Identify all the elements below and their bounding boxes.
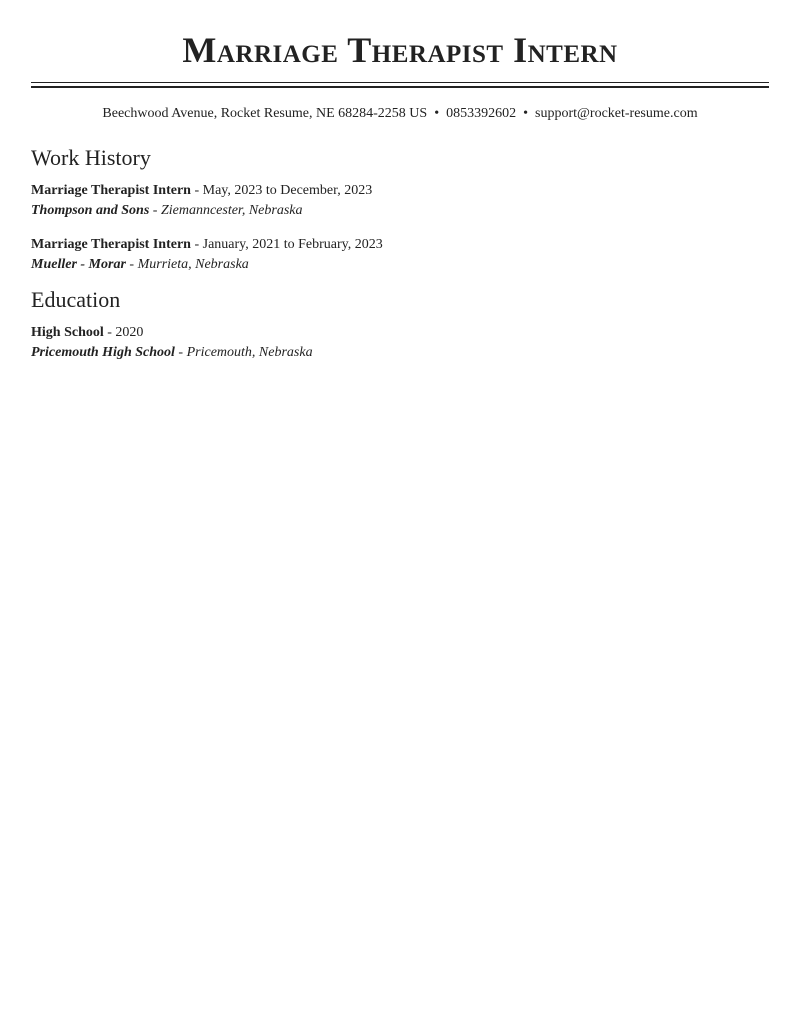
education-location: Pricemouth, Nebraska [186, 345, 313, 360]
contact-separator: • [523, 106, 529, 121]
contact-email: support@rocket-resume.com [535, 106, 698, 121]
work-dash: - [190, 237, 203, 252]
work-entry [31, 235, 769, 275]
work-role: Marriage Therapist Intern [31, 237, 191, 252]
work-location: Murrieta, Nebraska [137, 257, 249, 272]
education-year: 2020 [115, 325, 144, 340]
work-org: Thompson and Sons [31, 203, 150, 218]
work-entry-title-line [31, 235, 769, 255]
title-divider [31, 82, 769, 88]
contact-phone: 0853392602 [446, 106, 517, 121]
education-school: Pricemouth High School [31, 345, 175, 360]
work-org: Mueller - Morar [31, 257, 126, 272]
work-role: Marriage Therapist Intern [31, 183, 191, 198]
work-entry [31, 181, 769, 221]
work-org-dash: - [125, 257, 138, 272]
work-location: Ziemanncester, Nebraska [160, 203, 303, 218]
work-entry-org-line [31, 201, 769, 221]
work-history-heading: Work History [31, 145, 151, 170]
education-dash: - [103, 325, 116, 340]
work-org-dash: - [149, 203, 161, 218]
education-entry [31, 323, 769, 363]
resume-title: Marriage Therapist Intern [182, 30, 618, 70]
contact-line [31, 105, 769, 123]
education-entry-title-line [31, 323, 769, 343]
education-degree: High School [31, 325, 104, 340]
work-dash: - [190, 183, 203, 198]
contact-separator: • [434, 106, 440, 121]
work-dates: January, 2021 to February, 2023 [202, 237, 383, 252]
work-entry-title-line [31, 181, 769, 201]
work-entry-org-line [31, 255, 769, 275]
education-heading: Education [31, 287, 121, 312]
education-entry-school-line [31, 343, 769, 363]
contact-address: Beechwood Avenue, Rocket Resume, NE 68284-2258 US [102, 106, 428, 121]
education-school-dash: - [174, 345, 187, 360]
work-dates: May, 2023 to December, 2023 [202, 183, 373, 198]
